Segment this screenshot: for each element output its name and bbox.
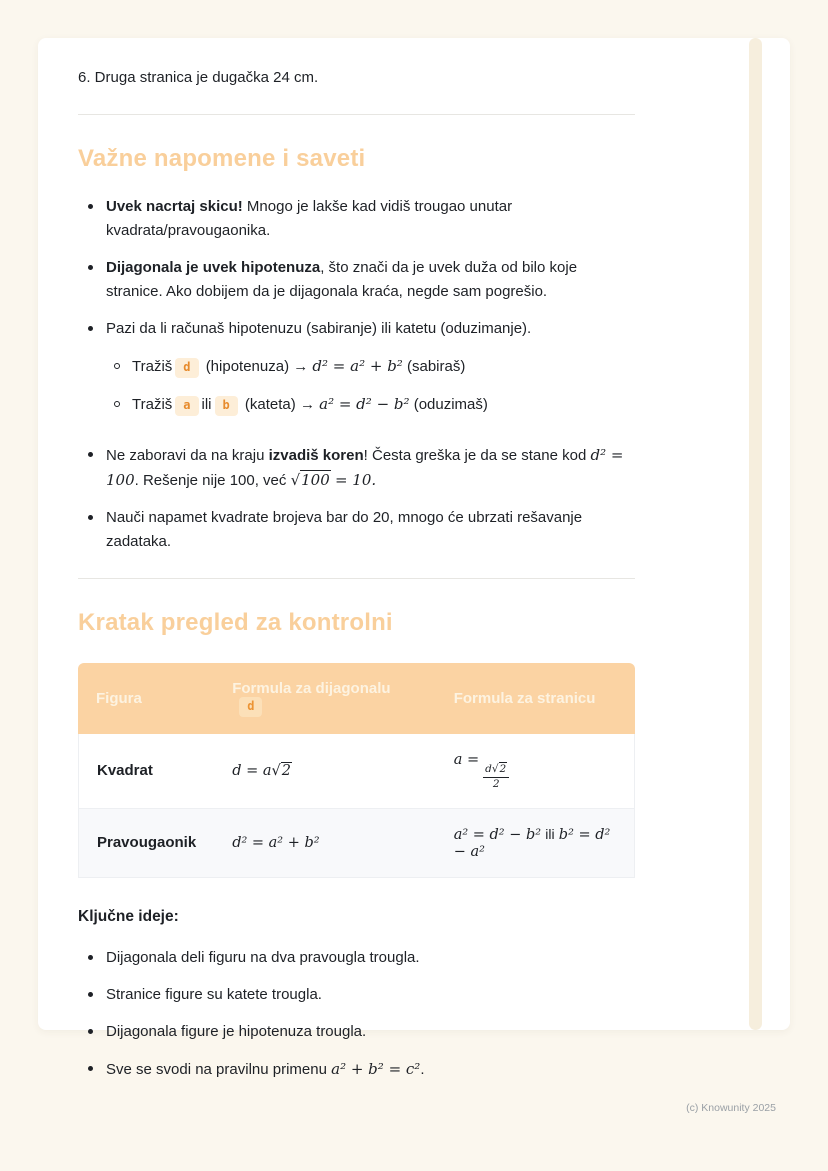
- text: Nauči napamet kvadrate brojeva bar do 20, mnogo će ubrzati rešavanje zadataka.: [106, 509, 583, 550]
- list-item-text: [132, 392, 488, 417]
- text: . Rešenje nije 100, već: [134, 472, 287, 489]
- list-item-text: [106, 946, 420, 970]
- column-header-dijagonala: [214, 663, 436, 734]
- copyright-notice: (c) Knowunity 2025: [686, 1102, 776, 1114]
- sqrt-expression: [291, 470, 331, 489]
- code-chip: a: [175, 396, 198, 416]
- math-formula: d² = a² + b²: [312, 357, 403, 375]
- sqrt-sign: √: [491, 762, 499, 775]
- text: ili: [545, 825, 555, 842]
- table-cell: [214, 809, 436, 878]
- list-item: [88, 195, 635, 243]
- math-formula: d² = 100: [106, 446, 624, 489]
- radicand: 2: [281, 763, 291, 780]
- text: Sve se svodi na pravilnu primenu: [106, 1060, 327, 1078]
- list-item: [88, 443, 635, 493]
- table-header-row: [78, 663, 635, 734]
- radicand: 100: [301, 471, 330, 489]
- circle-bullet-icon: [114, 401, 120, 407]
- math-formula: [453, 751, 510, 790]
- math-formula: d² = a² + b²: [232, 835, 320, 852]
- row-label: Pravougaonik: [78, 809, 214, 878]
- key-ideas-heading: Ključne ideje:: [78, 907, 179, 925]
- text: .: [420, 1060, 425, 1078]
- column-header-figura: [78, 663, 214, 734]
- text: Mnogo je lakše kad vidiš trougao unutar kvadrata/pravougaonika.: [106, 198, 513, 239]
- list-item: [88, 1020, 635, 1044]
- text: Tražiš: [132, 358, 173, 375]
- notes-bullet-list: [78, 195, 635, 554]
- text: Ne zaboravi da na kraju: [106, 447, 265, 464]
- text: a =: [453, 751, 480, 768]
- table-cell: [436, 809, 635, 878]
- document-card: [38, 38, 790, 1078]
- code-chip: b: [215, 396, 238, 416]
- text: d: [485, 762, 492, 775]
- math-formula: b² = d² − a²: [453, 826, 611, 860]
- text: (hipotenuza) →: [205, 358, 309, 375]
- bold-text: izvadiš koren: [268, 447, 364, 464]
- code-chip: d: [239, 697, 262, 717]
- table-body: [78, 734, 635, 878]
- fraction-numerator: [483, 763, 509, 777]
- text: ! Česta greška je da se stane kod: [363, 447, 587, 464]
- page-edge-strip: [749, 38, 762, 1030]
- math-formula: a² + b² = c²: [331, 1059, 421, 1078]
- list-item-text: [106, 317, 531, 430]
- math-formula: = 10.: [334, 471, 377, 489]
- section-divider: [78, 578, 635, 579]
- header-text: Formula za dijagonalu: [232, 680, 391, 697]
- list-item: [114, 392, 531, 417]
- bullet-icon: [88, 265, 93, 270]
- header-text: Figura: [96, 689, 142, 707]
- document-content: [78, 66, 635, 1095]
- table-header: [78, 663, 635, 734]
- text: ili: [201, 396, 212, 413]
- bullet-icon: [88, 204, 93, 209]
- list-item: [88, 983, 635, 1007]
- code-chip: d: [175, 358, 198, 378]
- table-cell: [214, 734, 436, 809]
- text: (oduzimaš): [413, 396, 488, 413]
- bullet-icon: [88, 1066, 93, 1071]
- text: Stranice figure su katete trougla.: [106, 985, 322, 1003]
- list-item: [88, 317, 635, 430]
- bullet-icon: [88, 1029, 93, 1034]
- sub-bullet-list: [106, 354, 531, 417]
- math-formula: a² = d² − b²: [453, 826, 542, 843]
- sqrt-sign: √: [290, 471, 301, 489]
- column-header-stranica: [436, 663, 635, 734]
- list-item: [88, 946, 635, 970]
- list-item-text: [106, 256, 635, 304]
- review-table: [78, 663, 635, 878]
- bold-text: Uvek nacrtaj skicu!: [106, 198, 243, 215]
- text: d = a: [232, 763, 272, 780]
- bullet-icon: [88, 992, 93, 997]
- list-item: [114, 354, 531, 379]
- text: Dijagonala deli figuru na dva pravougla trougla.: [106, 948, 420, 966]
- list-item-text: [106, 506, 635, 554]
- row-label: Kvadrat: [78, 734, 214, 809]
- text: (sabiraš): [407, 358, 466, 375]
- sqrt-sign: √: [271, 763, 281, 780]
- list-item-text: [106, 1057, 425, 1082]
- section-divider: [78, 114, 635, 115]
- circle-bullet-icon: [114, 363, 120, 369]
- list-item-text: [106, 195, 635, 243]
- section-heading-notes: Važne napomene i saveti: [78, 145, 366, 172]
- list-item-text: [106, 1020, 366, 1044]
- numbered-answer-item: 6. Druga stranica je dugačka 24 cm.: [78, 69, 319, 86]
- sqrt-expression: [492, 762, 507, 775]
- text: Pazi da li računaš hipotenuzu (sabiranje) ili katetu (oduzimanje).: [106, 320, 532, 337]
- section-heading-review: Kratak pregled za kontrolni: [78, 609, 393, 636]
- list-item: [88, 1057, 635, 1082]
- math-formula: a² = d² − b²: [319, 395, 410, 413]
- text: Dijagonala figure je hipotenuza trougla.: [106, 1022, 367, 1040]
- list-item-text: [106, 443, 635, 493]
- list-item-text: [106, 983, 322, 1007]
- table-row-kvadrat: [78, 734, 635, 809]
- sqrt-expression: [272, 762, 292, 779]
- list-item: [88, 256, 635, 304]
- table-cell: [436, 734, 635, 809]
- key-ideas-list: [78, 946, 635, 1082]
- bullet-icon: [88, 326, 93, 331]
- list-item: [88, 506, 635, 554]
- text: (kateta) →: [244, 396, 315, 413]
- header-text: Formula za stranicu: [453, 689, 596, 707]
- bullet-icon: [88, 955, 93, 960]
- list-item-text: [132, 354, 465, 379]
- math-formula: [232, 762, 292, 779]
- text: Tražiš: [132, 396, 173, 413]
- text: , što znači da je uvek duža od bilo koje stranice. Ako dobijem da je dijagonala kraća, negde sam pogrešio.: [106, 259, 578, 300]
- radicand: 2: [499, 762, 507, 775]
- fraction: [483, 763, 509, 791]
- bullet-icon: [88, 515, 93, 520]
- table-row-pravougaonik: [78, 809, 635, 878]
- bold-text: Dijagonala je uvek hipotenuza: [106, 259, 321, 276]
- bullet-icon: [88, 452, 93, 457]
- fraction-denominator: 2: [483, 777, 509, 791]
